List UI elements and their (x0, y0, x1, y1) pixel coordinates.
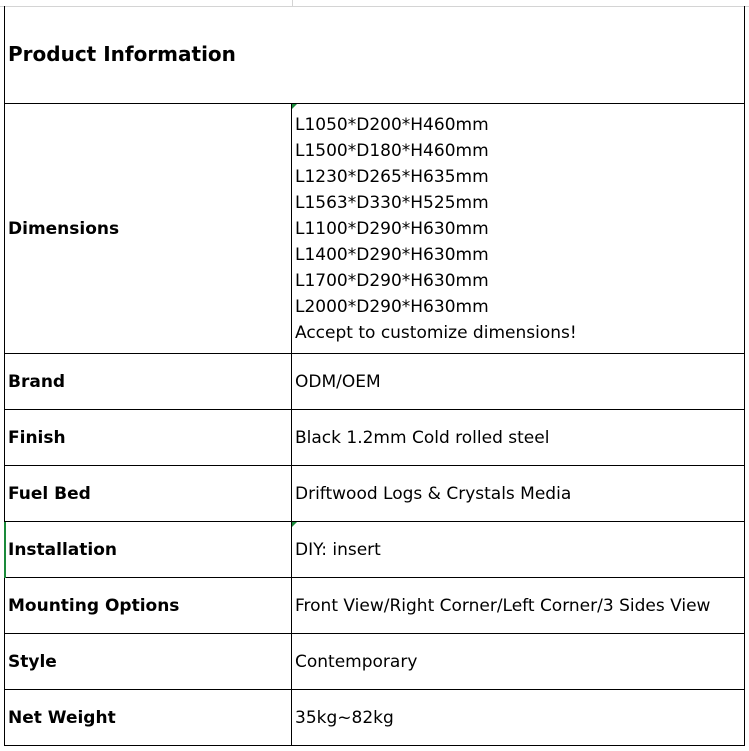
table-row-brand[interactable] (4, 354, 745, 410)
table-row-dimensions[interactable] (4, 104, 745, 354)
label-brand: Brand (8, 371, 66, 392)
cell-label-installation[interactable] (4, 522, 292, 577)
dimension-item: L2000*D290*H630mm (295, 296, 489, 317)
value-mounting-options: Front View/Right Corner/Left Corner/3 Sides View (295, 595, 711, 616)
table-title: Product Information (8, 42, 236, 66)
cell-label-fuel-bed[interactable] (4, 466, 292, 521)
table-row-finish[interactable] (4, 410, 745, 466)
dimension-item: L1500*D180*H460mm (295, 140, 489, 161)
cell-value-finish[interactable] (292, 410, 745, 465)
cell-value-mounting-options[interactable] (292, 578, 745, 633)
cell-label-mounting-options[interactable] (4, 578, 292, 633)
value-brand: ODM/OEM (295, 371, 381, 392)
dimension-item: L1563*D330*H525mm (295, 192, 489, 213)
cell-value-net-weight[interactable] (292, 690, 745, 745)
label-net-weight: Net Weight (8, 707, 116, 728)
cell-label-finish[interactable] (4, 410, 292, 465)
cell-label-dimensions[interactable] (4, 104, 292, 353)
dimension-item: L1050*D200*H460mm (295, 114, 489, 135)
cell-label-brand[interactable] (4, 354, 292, 409)
value-finish: Black 1.2mm Cold rolled steel (295, 427, 550, 448)
dimension-note: Accept to customize dimensions! (295, 322, 577, 343)
table-row-fuel-bed[interactable] (4, 466, 745, 522)
cell-value-style[interactable] (292, 634, 745, 689)
table-row-installation[interactable] (4, 522, 745, 578)
label-installation: Installation (8, 539, 118, 560)
selection-edge-marker (4, 522, 6, 578)
label-style: Style (8, 651, 57, 672)
cell-value-fuel-bed[interactable] (292, 466, 745, 521)
value-net-weight: 35kg~82kg (295, 707, 394, 728)
comment-indicator-icon (292, 522, 297, 527)
value-installation: DIY: insert (295, 539, 381, 560)
table-row-mounting-options[interactable] (4, 578, 745, 634)
value-fuel-bed: Driftwood Logs & Crystals Media (295, 483, 572, 504)
label-fuel-bed: Fuel Bed (8, 483, 91, 504)
dimension-item: L1400*D290*H630mm (295, 244, 489, 265)
dimension-item: L1230*D265*H635mm (295, 166, 489, 187)
cell-label-net-weight[interactable] (4, 690, 292, 745)
label-dimensions: Dimensions (8, 218, 120, 239)
label-finish: Finish (8, 427, 66, 448)
table-header-row[interactable] (4, 6, 745, 104)
label-mounting-options: Mounting Options (8, 595, 180, 616)
dimensions-list (295, 112, 577, 346)
value-style: Contemporary (295, 651, 418, 672)
cell-value-brand[interactable] (292, 354, 745, 409)
cell-label-style[interactable] (4, 634, 292, 689)
dimension-item: L1700*D290*H630mm (295, 270, 489, 291)
table-row-net-weight[interactable] (4, 690, 745, 746)
cell-value-dimensions[interactable] (292, 104, 745, 353)
table-row-style[interactable] (4, 634, 745, 690)
comment-indicator-icon (292, 104, 297, 109)
dimension-item: L1100*D290*H630mm (295, 218, 489, 239)
cell-value-installation[interactable] (292, 522, 745, 577)
